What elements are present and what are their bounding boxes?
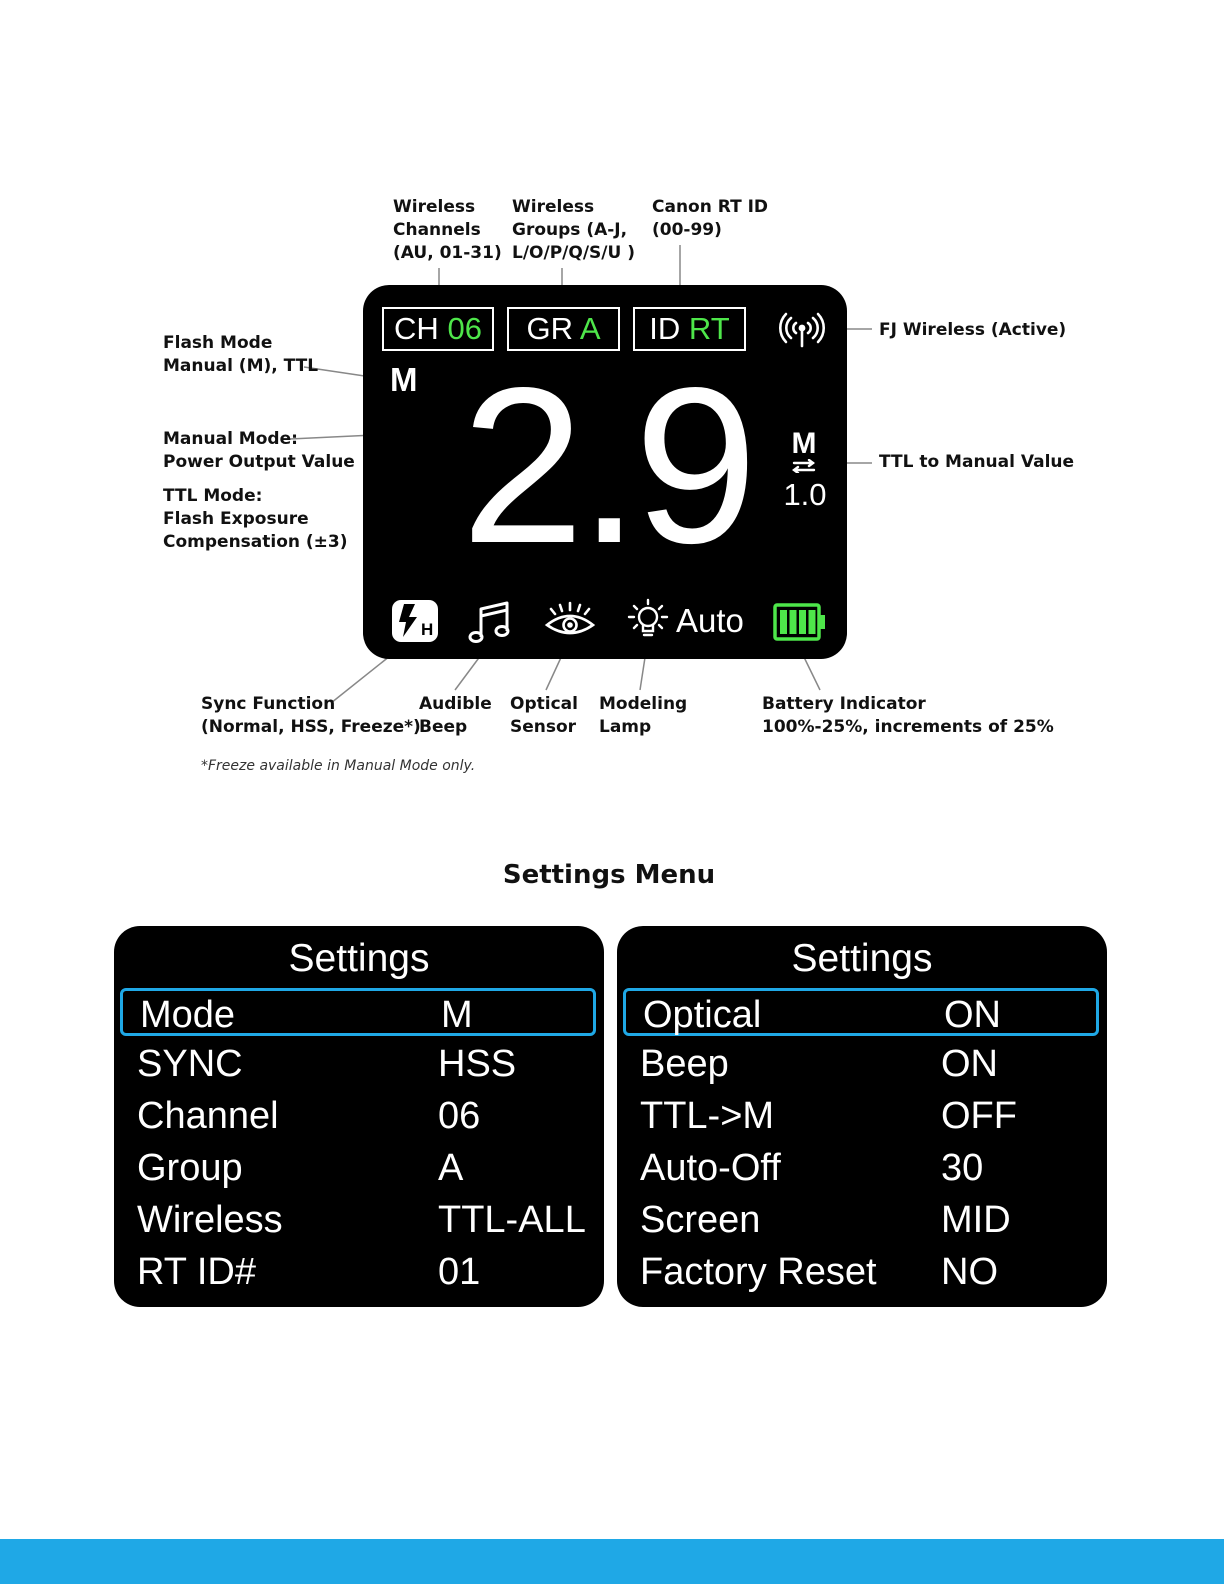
id-value: RT xyxy=(688,311,730,346)
row-label: SYNC xyxy=(137,1043,243,1085)
row-label: Factory Reset xyxy=(640,1251,877,1293)
callout-wireless-channels: Wireless Channels (AU, 01-31) xyxy=(393,197,502,263)
exchange-arrows-icon xyxy=(791,459,817,473)
row-label: Auto-Off xyxy=(640,1147,781,1189)
bulb-icon xyxy=(625,597,671,643)
row-label: Optical xyxy=(643,994,762,1036)
callout-sync-function: Sync Function (Normal, HSS, Freeze*) xyxy=(201,694,421,737)
music-note-icon xyxy=(467,599,513,645)
callout-ttl-mode: TTL Mode: Flash Exposure Compensation (±3) xyxy=(163,486,348,552)
settings-menu-title: Settings Menu xyxy=(502,860,716,890)
row-label: RT ID# xyxy=(137,1251,256,1293)
row-value: ON xyxy=(941,1043,998,1085)
settings-panel-1 xyxy=(114,926,604,1307)
settings-row-screen[interactable] xyxy=(623,1196,1099,1244)
settings-row-wireless[interactable] xyxy=(120,1196,596,1244)
wireless-active-icon xyxy=(777,310,827,350)
flash-display-screen xyxy=(363,285,847,659)
sync-hss-icon xyxy=(391,599,439,643)
power-output-value: 2.9 xyxy=(461,342,752,590)
footnote: *Freeze available in Manual Mode only. xyxy=(201,758,476,774)
settings-row-mode[interactable] xyxy=(120,988,596,1036)
battery-cell xyxy=(790,610,797,634)
row-value: ON xyxy=(944,994,1001,1036)
callout-battery-indicator: Battery Indicator 100%-25%, increments of 25% xyxy=(762,694,1054,737)
settings-row-beep[interactable] xyxy=(623,1040,1099,1088)
row-label: Beep xyxy=(640,1043,729,1085)
callout-flash-mode: Flash Mode Manual (M), TTL xyxy=(163,333,319,376)
settings-row-rt-id[interactable] xyxy=(120,1248,596,1296)
group-prefix: GR xyxy=(526,311,573,346)
eye-icon xyxy=(544,601,596,641)
panel-title: Settings xyxy=(288,937,430,980)
row-value: A xyxy=(438,1147,464,1189)
row-label: TTL->M xyxy=(640,1095,775,1137)
row-value: NO xyxy=(941,1251,998,1293)
battery-cell xyxy=(799,610,806,634)
row-value: OFF xyxy=(941,1095,1017,1137)
row-value: MID xyxy=(941,1199,1011,1241)
settings-row-ttl-m[interactable] xyxy=(623,1092,1099,1140)
channel-value: 06 xyxy=(447,311,482,346)
settings-row-auto-off[interactable] xyxy=(623,1144,1099,1192)
callout-audible-beep: Audible Beep xyxy=(419,694,492,737)
callout-manual-mode: Manual Mode: Power Output Value xyxy=(163,429,355,472)
callout-canon-rt-id: Canon RT ID (00-99) xyxy=(652,197,769,240)
ttl-manual-symbol xyxy=(781,429,827,473)
group-value: A xyxy=(579,311,601,346)
battery-icon xyxy=(773,603,827,641)
battery-cell xyxy=(780,610,787,634)
row-value: 01 xyxy=(438,1251,481,1293)
battery-cell xyxy=(809,610,816,634)
flash-mode-indicator: M xyxy=(390,361,418,398)
battery-cells xyxy=(780,610,816,634)
callout-fj-wireless: FJ Wireless (Active) xyxy=(879,320,1067,340)
row-label: Screen xyxy=(640,1199,761,1241)
panel-title: Settings xyxy=(791,937,933,980)
callout-modeling-lamp: Modeling Lamp xyxy=(599,694,688,737)
ttl-manual-value: 1.0 xyxy=(783,477,827,512)
settings-row-optical[interactable] xyxy=(623,988,1099,1036)
callout-ttl-to-manual: TTL to Manual Value xyxy=(879,452,1075,472)
settings-panel-2 xyxy=(617,926,1107,1307)
settings-row-group[interactable] xyxy=(120,1144,596,1192)
ttl-manual-letter: M xyxy=(791,427,817,460)
callout-optical-sensor: Optical Sensor xyxy=(510,694,578,737)
row-label: Channel xyxy=(137,1095,279,1137)
settings-row-sync[interactable] xyxy=(120,1040,596,1088)
row-value: TTL-ALL xyxy=(438,1199,586,1241)
row-label: Mode xyxy=(140,994,236,1036)
settings-row-channel[interactable] xyxy=(120,1092,596,1140)
row-value: 06 xyxy=(438,1095,481,1137)
row-label: Wireless xyxy=(137,1199,283,1241)
modeling-lamp-value: Auto xyxy=(676,602,744,639)
footer-bar xyxy=(0,1539,1224,1584)
row-value: 30 xyxy=(941,1147,984,1189)
row-value: HSS xyxy=(438,1043,517,1085)
callout-wireless-groups: Wireless Groups (A-J, L/O/P/Q/S/U ) xyxy=(512,197,635,263)
settings-row-factory-reset[interactable] xyxy=(623,1248,1099,1296)
channel-prefix: CH xyxy=(394,311,439,346)
id-prefix: ID xyxy=(649,311,681,346)
svg-text:H: H xyxy=(421,620,434,639)
row-value: M xyxy=(441,994,473,1036)
row-label: Group xyxy=(137,1147,243,1189)
